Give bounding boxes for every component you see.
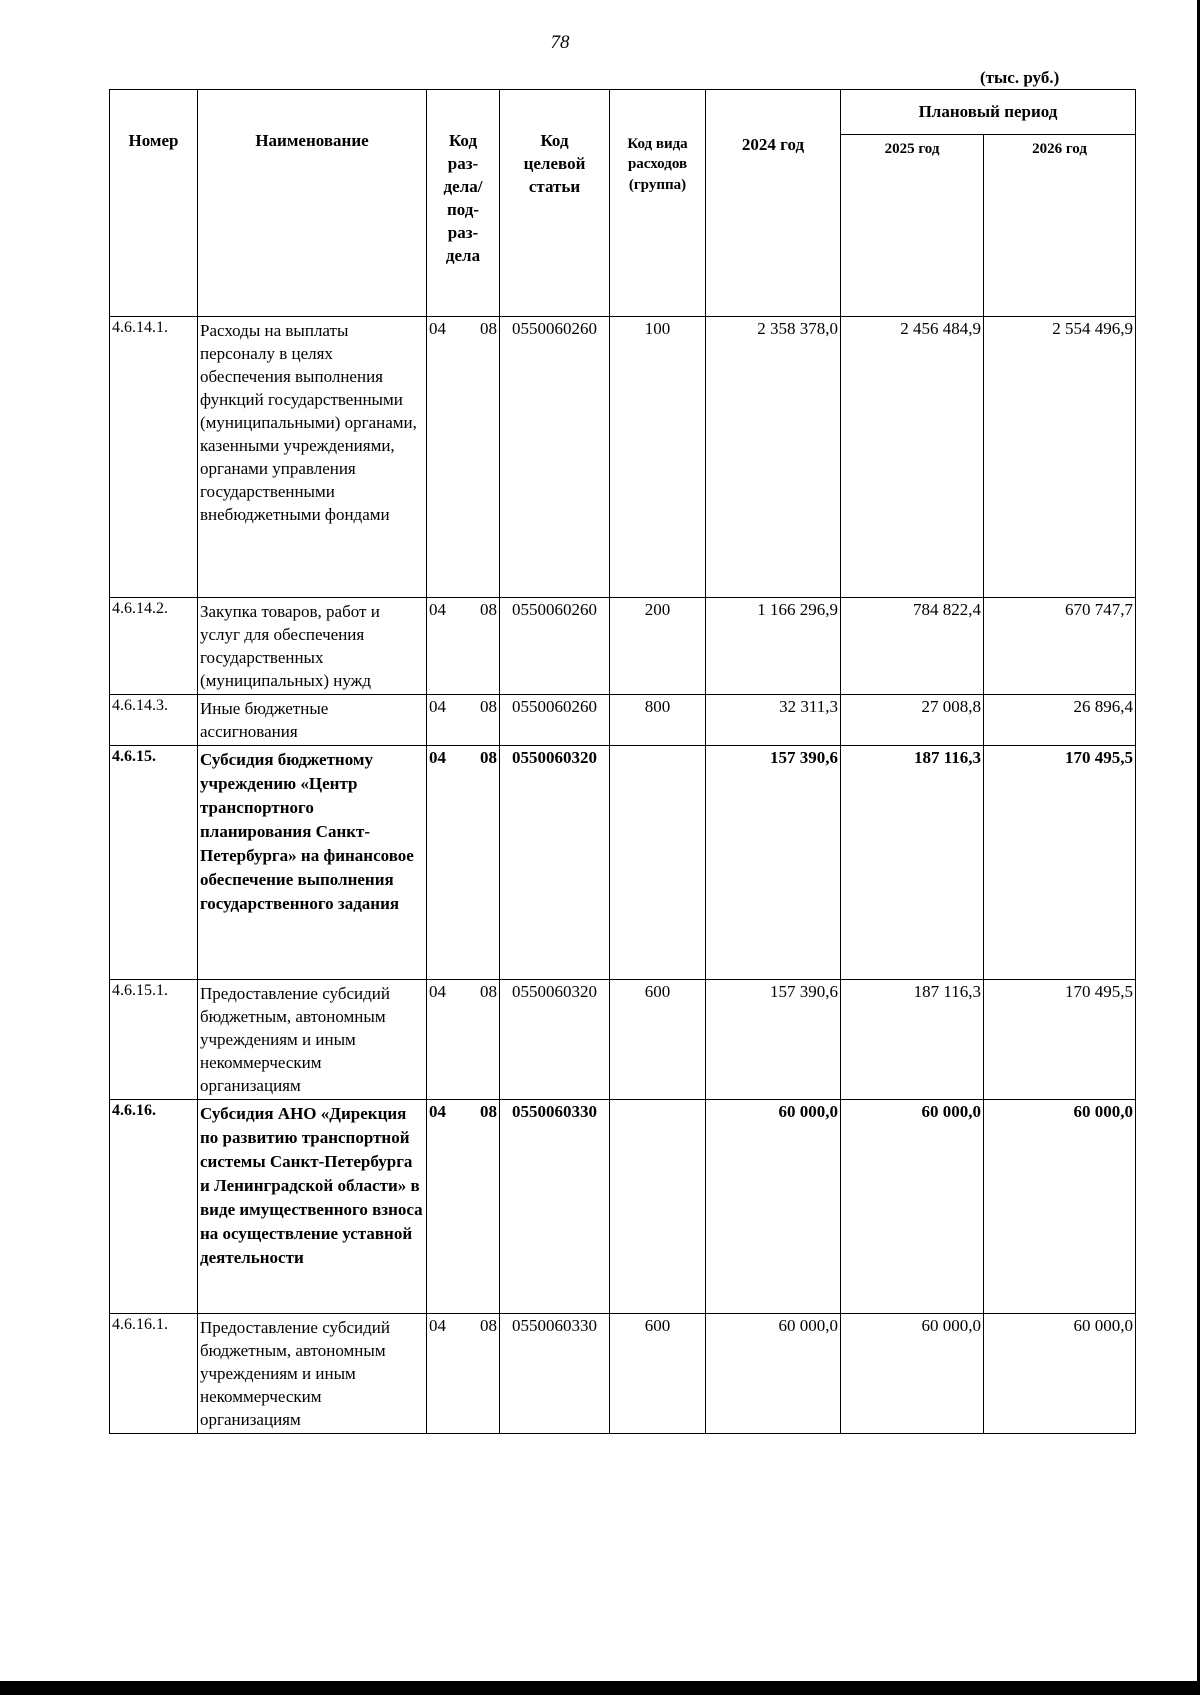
table-row — [110, 746, 1136, 980]
row-expense-type: 600 — [610, 980, 706, 1100]
row-2026: 2 554 496,9 — [984, 317, 1136, 598]
row-subsection-code: 08 — [480, 748, 497, 767]
row-2024: 1 166 296,9 — [706, 598, 841, 695]
units-label: (тыс. руб.) — [980, 68, 1060, 87]
row-section — [427, 746, 500, 980]
row-section-code: 04 — [429, 1102, 446, 1121]
row-2025: 784 822,4 — [841, 598, 984, 695]
row-2024: 60 000,0 — [706, 1314, 841, 1434]
row-section — [427, 317, 500, 598]
table-row — [110, 317, 1136, 598]
row-target: 0550060330 — [500, 1314, 610, 1434]
table-row — [110, 695, 1136, 746]
row-target: 0550060260 — [500, 317, 610, 598]
row-section-code: 04 — [429, 1316, 446, 1335]
row-2025: 27 008,8 — [841, 695, 984, 746]
header-target — [500, 90, 610, 317]
row-2024: 60 000,0 — [706, 1100, 841, 1314]
row-target: 0550060260 — [500, 598, 610, 695]
row-2026: 170 495,5 — [984, 746, 1136, 980]
row-subsection-code: 08 — [480, 697, 497, 716]
row-number: 4.6.15.1. — [110, 980, 198, 1100]
header-name: Наименование — [198, 90, 427, 317]
row-expense-type: 600 — [610, 1314, 706, 1434]
row-2026: 170 495,5 — [984, 980, 1136, 1100]
row-2024: 157 390,6 — [706, 980, 841, 1100]
row-section — [427, 980, 500, 1100]
header-target-label: Код целевой статьи — [523, 131, 586, 196]
row-target: 0550060330 — [500, 1100, 610, 1314]
page-number: 78 — [550, 32, 570, 53]
header-2026: 2026 год — [984, 135, 1136, 317]
row-section-code: 04 — [429, 697, 446, 716]
row-section — [427, 1314, 500, 1434]
row-name: Субсидия АНО «Дирекция по развитию транспортной системы Санкт-Петербурга и Ленинградской области» в виде имущественного взноса на осуществление уставной деятельности — [198, 1100, 427, 1314]
row-name: Субсидия бюджетному учреждению «Центр транспортного планирования Санкт-Петербурга» на финансовое обеспечение выполнения государственного задания — [198, 746, 427, 980]
row-subsection-code: 08 — [480, 1102, 497, 1121]
row-target: 0550060320 — [500, 746, 610, 980]
row-number: 4.6.15. — [110, 746, 198, 980]
row-expense-type: 200 — [610, 598, 706, 695]
row-name: Иные бюджетные ассигнования — [198, 695, 427, 746]
header-expense-type-label: Код вида расходов (группа) — [627, 136, 688, 193]
header-section — [427, 90, 500, 317]
header-2024: 2024 год — [706, 90, 841, 317]
table-row — [110, 1100, 1136, 1314]
row-expense-type — [610, 746, 706, 980]
header-number: Номер — [110, 90, 198, 317]
row-section-code: 04 — [429, 748, 446, 767]
row-2026: 26 896,4 — [984, 695, 1136, 746]
row-2025: 2 456 484,9 — [841, 317, 984, 598]
row-number: 4.6.14.3. — [110, 695, 198, 746]
row-section — [427, 598, 500, 695]
row-section-code: 04 — [429, 319, 446, 338]
row-number: 4.6.16. — [110, 1100, 198, 1314]
header-section-label: Код раз-дела/ под-раз-дела — [443, 131, 483, 265]
table-row — [110, 980, 1136, 1100]
row-2024: 2 358 378,0 — [706, 317, 841, 598]
row-subsection-code: 08 — [480, 600, 497, 619]
row-section — [427, 695, 500, 746]
row-2024: 32 311,3 — [706, 695, 841, 746]
row-section-code: 04 — [429, 982, 446, 1001]
row-section-code: 04 — [429, 600, 446, 619]
row-2025: 187 116,3 — [841, 980, 984, 1100]
row-2026: 670 747,7 — [984, 598, 1136, 695]
row-number: 4.6.14.2. — [110, 598, 198, 695]
row-subsection-code: 08 — [480, 1316, 497, 1335]
row-name: Расходы на выплаты персоналу в целях обеспечения выполнения функций государственными (муниципальными) органами, казенными учреждениями, органами управления государственными внебюджетными фондами — [198, 317, 427, 598]
row-2025: 187 116,3 — [841, 746, 984, 980]
header-2025: 2025 год — [841, 135, 984, 317]
row-name: Закупка товаров, работ и услуг для обеспечения государственных (муниципальных) нужд — [198, 598, 427, 695]
row-name: Предоставление субсидий бюджетным, автономным учреждениям и иным некоммерческим организациям — [198, 1314, 427, 1434]
table-row — [110, 1314, 1136, 1434]
row-expense-type — [610, 1100, 706, 1314]
row-expense-type: 800 — [610, 695, 706, 746]
row-2025: 60 000,0 — [841, 1314, 984, 1434]
row-target: 0550060260 — [500, 695, 610, 746]
budget-table — [109, 89, 1136, 1434]
row-2025: 60 000,0 — [841, 1100, 984, 1314]
row-number: 4.6.14.1. — [110, 317, 198, 598]
header-planning-period: Плановый период — [841, 90, 1136, 135]
row-2026: 60 000,0 — [984, 1314, 1136, 1434]
row-subsection-code: 08 — [480, 982, 497, 1001]
table-row — [110, 598, 1136, 695]
header-expense-type — [610, 90, 706, 317]
row-expense-type: 100 — [610, 317, 706, 598]
row-section — [427, 1100, 500, 1314]
row-number: 4.6.16.1. — [110, 1314, 198, 1434]
row-2026: 60 000,0 — [984, 1100, 1136, 1314]
row-subsection-code: 08 — [480, 319, 497, 338]
row-2024: 157 390,6 — [706, 746, 841, 980]
row-target: 0550060320 — [500, 980, 610, 1100]
row-name: Предоставление субсидий бюджетным, автономным учреждениям и иным некоммерческим организациям — [198, 980, 427, 1100]
scan-border-bottom — [0, 1681, 1200, 1695]
